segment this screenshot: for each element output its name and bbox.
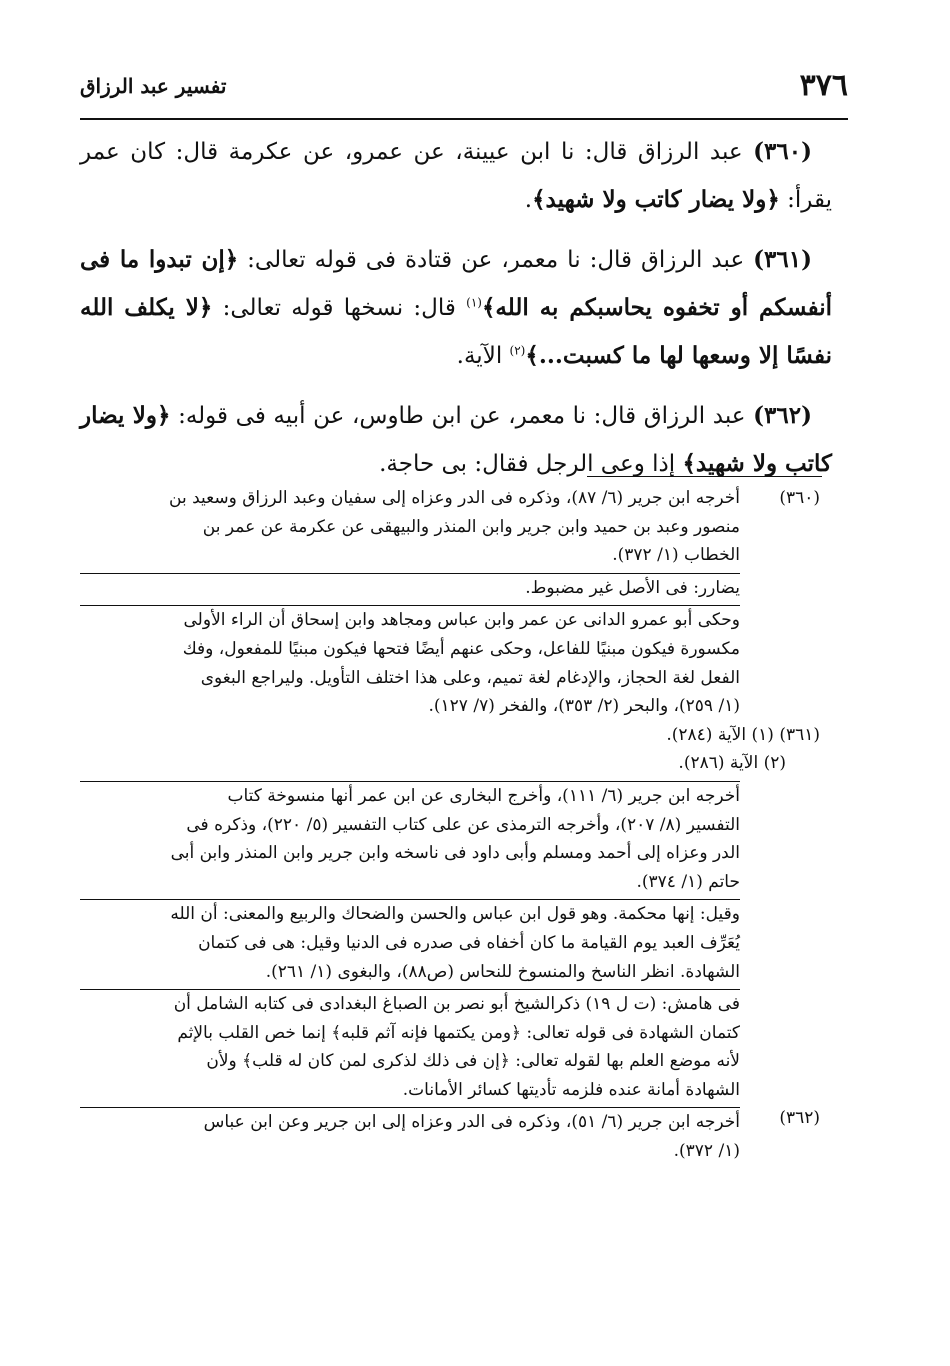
footnote-indent — [740, 778, 820, 1105]
footnote-separator — [587, 476, 822, 477]
footnote-line: فى هامش: (ت ل ١٩) ذكرالشيخ أبو نصر بن الصباغ البغدادى فى كتابه الشامل أن — [80, 989, 740, 1019]
footnote-line: التفسير (٨/ ٢٠٧)، وأخرجه الترمذى عن على كتاب التفسير (٥/ ٢٢٠)، وذكره فى — [186, 814, 740, 835]
header-rule — [80, 118, 848, 120]
footnote-line: (١/ ٣٧٢). — [673, 1141, 740, 1162]
footnote-line: أخرجه ابن جرير (٦/ ١١١)، وأخرج البخارى عن ابن عمر أنها منسوخة كتاب — [80, 781, 740, 811]
footnote-line: (١/ ٢٥٩)، والبحر (٢/ ٣٥٣)، والفخر (٧/ ١٢٧). — [428, 696, 740, 717]
footnote-line: لأنه موضع العلم بها لقوله تعالى: ﴿إن فى ذلك لذكرى لمن كان له قلب﴾ ولأن — [206, 1051, 740, 1072]
entry-text: عبد الرزاق قال: نا ابن عيينة، عن عمرو، عن عكرمة قال: كان عمر يقرأ: — [80, 139, 832, 213]
page-header — [80, 62, 848, 122]
footnote-362 — [80, 1104, 820, 1165]
entry-text: عبد الرزاق قال: نا معمر، عن قتادة فى قوله تعالى: — [238, 247, 754, 273]
entry-number: (٣٦٠) — [753, 138, 812, 165]
footnote-line: وحكى أبو عمرو الدانى عن عمر وابن عباس ومجاهد وابن إسحاق أن الراء الأولى — [80, 605, 740, 635]
page-number: ٣٧٦ — [799, 68, 848, 103]
footnote-body — [80, 484, 740, 721]
footnote-361-ref2: (٢) الآية (٢٨٦). — [678, 753, 786, 774]
entry-text: . — [524, 187, 533, 213]
quran-quote: ﴿ولا يضار كاتب ولا شهيد﴾ — [532, 186, 780, 213]
entry-text: إذا وعى الرجل فقال: بى حاجة. — [379, 451, 683, 477]
entry-360 — [80, 128, 832, 224]
footnote-line: منصور وعبد بن حميد وابن جرير وابن المنذر والبيهقى عن عكرمة عن عمر بن — [202, 516, 740, 537]
footnote-line: الفعل لغة الحجاز، والإدغام لغة تميم، وعلى هذا اختلف التأويل. وليراجع البغوى — [200, 667, 740, 688]
entry-text: عبد الرزاق قال: نا معمر، عن ابن طاوس، عن أبيه فى قوله: — [170, 403, 754, 429]
footnote-line: يُعَرِّف العبد يوم القيامة ما كان أخفاه فى صدره فى الدنيا وقيل: هى فى كتمان — [198, 932, 740, 953]
footnote-ref: (١) — [466, 295, 482, 310]
entry-361 — [80, 236, 832, 380]
entry-text: الآية. — [456, 343, 510, 369]
footnote-361 — [80, 778, 820, 1105]
running-title: تفسير عبد الرزاق — [80, 74, 227, 98]
entry-number: (٣٦١) — [753, 246, 812, 273]
quran-quote: ﴿ولا يضار كاتب ولا شهيد﴾ — [80, 402, 832, 477]
footnote-361-ref1: (٣٦١) (١) الآية (٢٨٤). — [666, 724, 820, 745]
footnote-ref: (٢) — [509, 343, 526, 358]
footnote-line: وقيل: إنها محكمة. وهو قول ابن عباس والحسن والضحاك والربيع والمعنى: أن الله — [80, 899, 740, 929]
footnote-line: أخرجه ابن جرير (٦/ ٨٧)، وذكره فى الدر وعزاه إلى سفيان وعبد الرزاق وسعيد بن — [169, 488, 740, 508]
footnotes — [80, 484, 820, 1166]
footnote-line: الخطاب (١/ ٣٧٢). — [612, 545, 740, 566]
footnote-360 — [80, 484, 820, 721]
entry-text: قال: نسخها قوله تعالى: — [212, 295, 467, 321]
footnote-line: الشهادة أمانة عنده فلزمه تأديتها كسائر الأمانات. — [402, 1079, 740, 1100]
quran-quote: ﴿إن تبدوا ما فى أنفسكم أو تخفوه يحاسبكم به الله﴾ — [80, 246, 832, 321]
footnote-number: (٣٦٠) — [779, 488, 820, 508]
footnote-body — [80, 1104, 740, 1165]
footnote-body — [80, 778, 740, 1105]
entry-362 — [80, 392, 832, 488]
entry-number: (٣٦٢) — [753, 402, 812, 429]
footnote-line: يضارر: فى الأصل غير مضبوط. — [80, 573, 740, 603]
footnote-line: الشهادة. انظر الناسخ والمنسوخ للنحاس (ص٨٨)، والبغوى (١/ ٢٦١). — [265, 961, 740, 982]
footnote-line: حاتم (١/ ٣٧٤). — [636, 871, 740, 892]
footnote-line: الدر وعزاه إلى أحمد ومسلم وأبى داود فى ناسخه وابن جرير وابن المنذر وابن أبى — [170, 843, 740, 864]
quran-quote: ﴿لا يكلف الله نفسًا إلا وسعها لها ما كسبت...﴾ — [80, 294, 832, 369]
footnote-number: (٣٦٢) — [779, 1108, 820, 1129]
footnote-line: كتمان الشهادة فى قوله تعالى: ﴿ومن يكتمها فإنه آثم قلبه﴾ إنما خص القلب بالإثم — [177, 1022, 740, 1043]
footnote-line: أخرجه ابن جرير (٦/ ٥١)، وذكره فى الدر وعزاه إلى ابن جرير وعن ابن عباس — [80, 1107, 740, 1137]
footnote-line: مكسورة فيكون مبنيًا للفاعل، وحكى عنهم أيضًا فتحها فيكون مبنيًا للمفعول، وفك — [182, 638, 740, 659]
main-text — [80, 128, 832, 500]
